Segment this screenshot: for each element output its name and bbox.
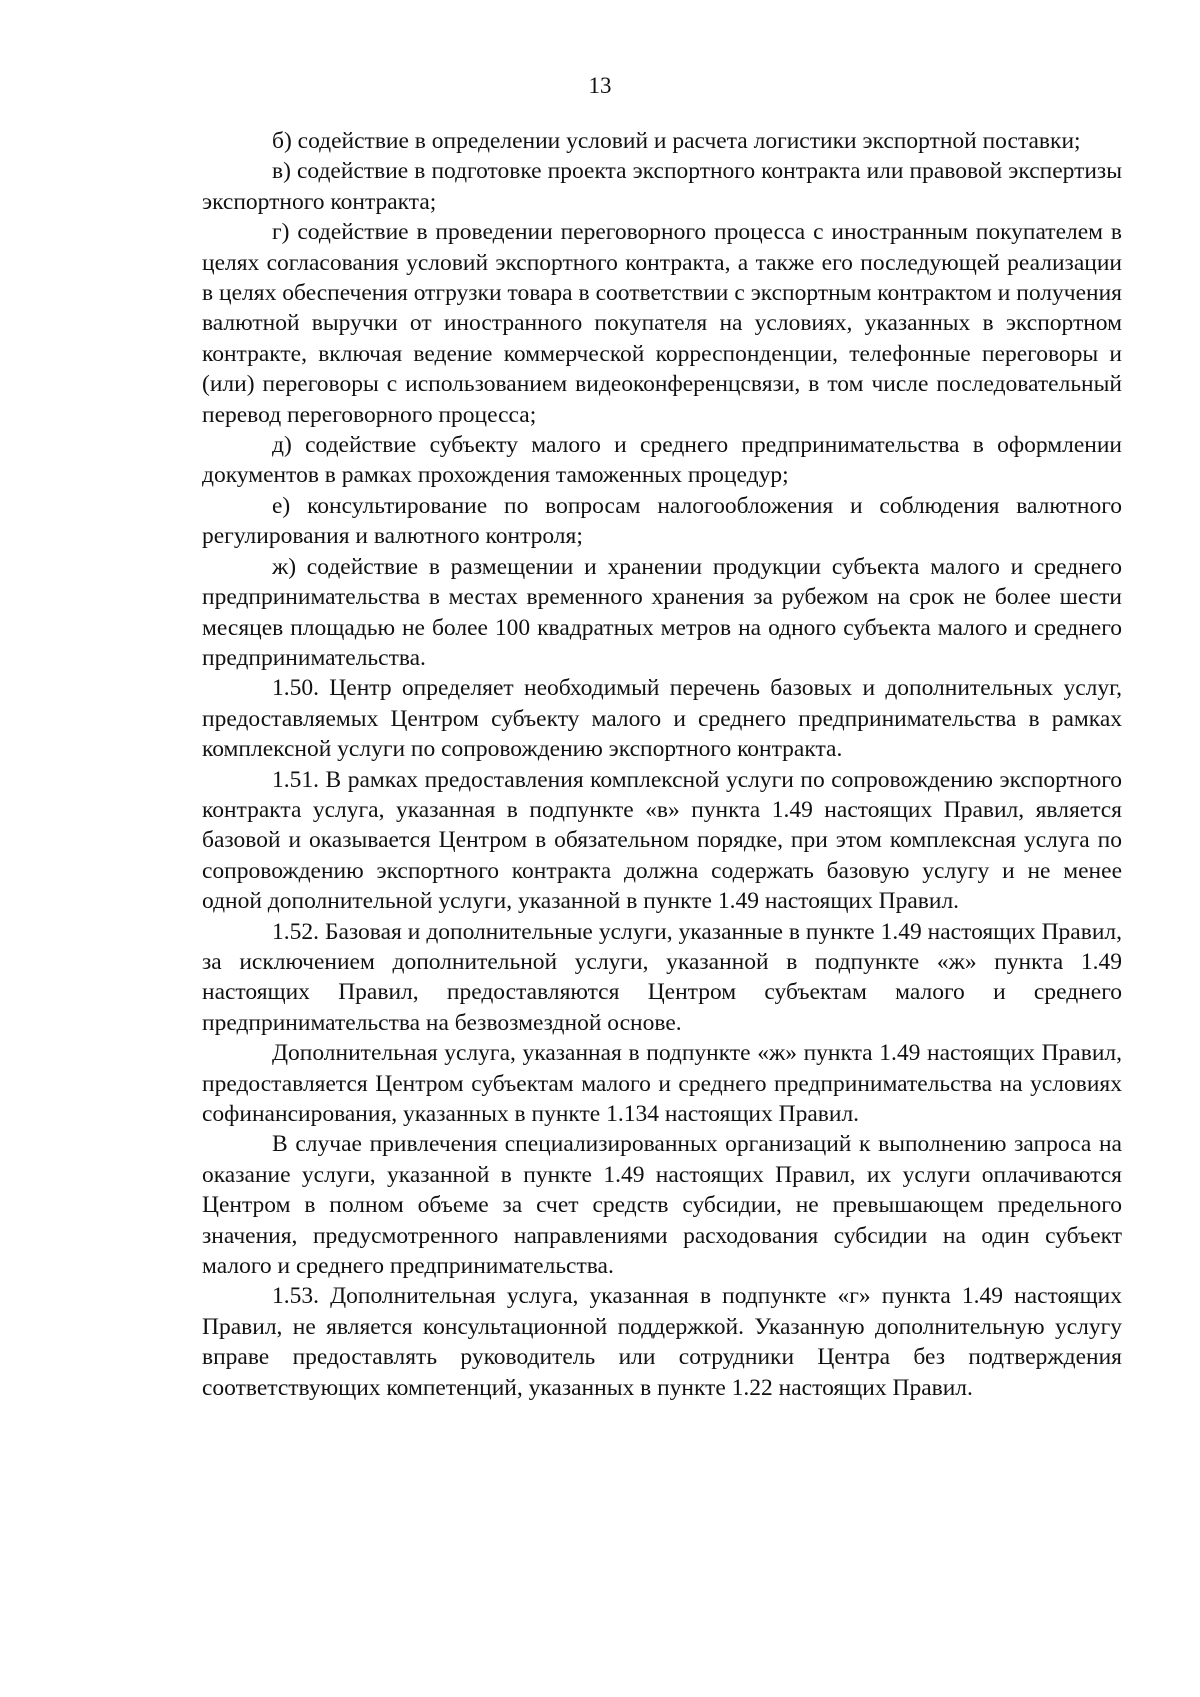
paragraph-clause-1-51: 1.51. В рамках предоставления комплексной услуги по сопровождению экспортного контракта услуга, указанная в подпункте «в» пункта 1.49 настоящих Правил, является базовой и оказывается Центром в обязательном порядке, при этом комплексная услуга по сопровождению экспортного контракта должна содержать базовую услугу и не менее одной дополнительной услуги, указанной в пункте 1.49 настоящих Правил.: [202, 766, 1122, 915]
paragraph-clause-1-50: 1.50. Центр определяет необходимый перечень базовых и дополнительных услуг, предоставляемых Центром субъекту малого и среднего предпринимательства в рамках комплексной услуги по сопровождению экспортного контракта.: [202, 675, 1122, 763]
document-body: [202, 126, 1122, 1403]
paragraph-subitem-d: д) содействие субъекту малого и среднего предпринимательства в оформлении документов в рамках прохождения таможенных процедур;: [202, 432, 1122, 489]
page-number: 13: [588, 73, 612, 98]
paragraph-subitem-v: в) содействие в подготовке проекта экспортного контракта или правовой экспертизы экспортного контракта;: [202, 158, 1122, 215]
paragraph-subitem-b: б) содействие в определении условий и расчета логистики экспортной поставки;: [272, 128, 1081, 154]
paragraph-clause-1-53: 1.53. Дополнительная услуга, указанная в подпункте «г» пункта 1.49 настоящих Правил, не является консультационной поддержкой. Указанную дополнительную услугу вправе предоставлять руководитель или сотрудники Центра без подтверждения соответствующих компетенций, указанных в пункте 1.22 настоящих Правил.: [202, 1283, 1122, 1401]
paragraph-subitem-e: е) консультирование по вопросам налогообложения и соблюдения валютного регулирования и валютного контроля;: [202, 492, 1122, 550]
paragraph-additional-service: Дополнительная услуга, указанная в подпункте «ж» пункта 1.49 настоящих Правил, предоставляется Центром субъектам малого и среднего предпринимательства на условиях софинансирования, указанных в пункте 1.134 настоящих Правил.: [202, 1040, 1122, 1127]
paragraph-subitem-zh: ж) содействие в размещении и хранении продукции субъекта малого и среднего предпринимательства в местах временного хранения за рубежом на срок не более шести месяцев площадью не более 100 квадратных метров на одного субъекта малого и среднего предпринимательства.: [202, 553, 1122, 671]
paragraph-subitem-g: г) содействие в проведении переговорного процесса с иностранным покупателем в целях согласования условий экспортного контракта, а также его последующей реализации в целях обеспечения отгрузки товара в соответствии с экспортным контрактом и получения валютной выручки от иностранного покупателя на условиях, указанных в экспортном контракте, включая ведение коммерческой корреспонденции, телефонные переговоры и (или) переговоры с использованием видеоконференцсвязи, в том числе последовательный перевод переговорного процесса;: [202, 219, 1122, 428]
paragraph-clause-1-52: 1.52. Базовая и дополнительные услуги, указанные в пункте 1.49 настоящих Правил, за исключением дополнительной услуги, указанной в подпункте «ж» пункта 1.49 настоящих Правил, предоставляются Центром субъектам малого и среднего предпринимательства на безвозмездной основе.: [202, 918, 1122, 1036]
paragraph-specialized-organizations: В случае привлечения специализированных организаций к выполнению запроса на оказание услуги, указанной в пункте 1.49 настоящих Правил, их услуги оплачиваются Центром в полном объеме за счет средств субсидии, не превышающем предельного значения, предусмотренного направлениями расходования субсидии на один субъект малого и среднего предпринимательства.: [202, 1131, 1122, 1280]
